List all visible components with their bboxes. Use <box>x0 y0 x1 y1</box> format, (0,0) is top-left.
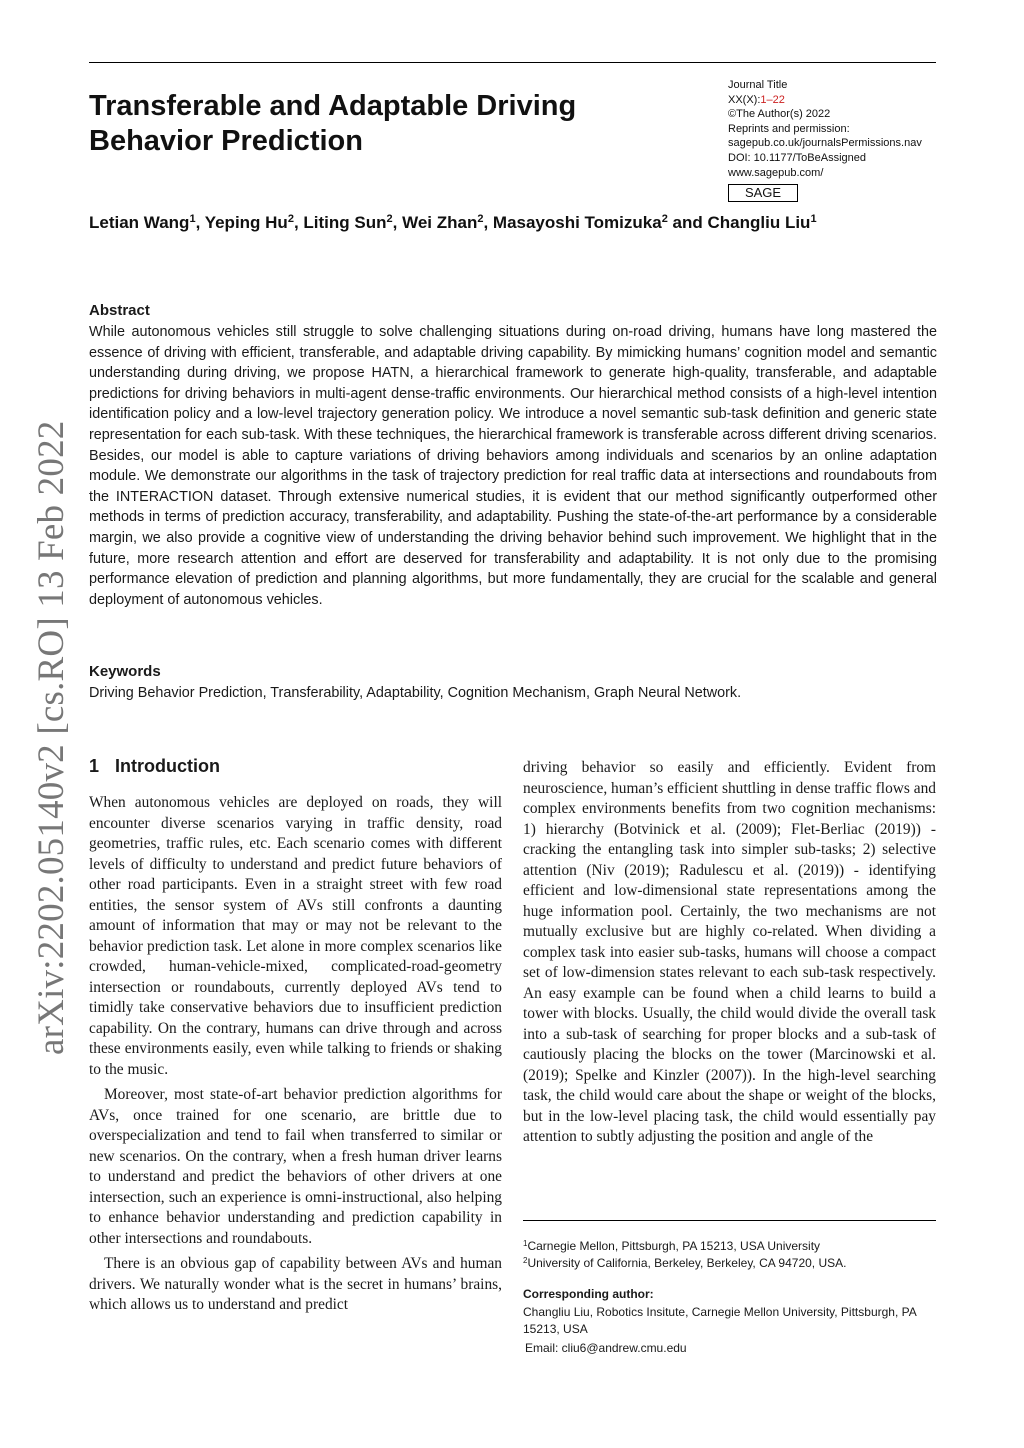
journal-reprints-url: sagepub.co.uk/journalsPermissions.nav <box>728 137 922 150</box>
author-affiliation-mark: 1 <box>189 213 196 225</box>
paragraph: driving behavior so easily and efficiently. Evident from neuroscience, human’s efficient shuttling in dense traffic flows and complex environments benefits from two cognition mechanisms: 1) hierarchy (Botvinick et al. (2009); Flet-Berliac (2019)) - cracking the entangling task into simpler sub-tasks; 2) selective attention (Niv (2019); Radulescu et al. (2019)) - identifying efficient and low-dimensional state representations among the huge information pool. Certainly, the two mechanisms are not mutually exclusive but are highly co-related. When dividing a complex task into easier sub-tasks, humans will choose a compact set of low-dimension states relevant to each sub-task respectively. An easy example can be found when a child learns to build a tower with blocks. Usually, the child would divide the overall task into a sub-task of searching for proper blocks and a sub-task of cautiously placing the blocks on the tower (Marcinowski et al. (2019); Spelke and Kinzler (2007)). In the high-level searching task, the child would care about the shape or weight of the blocks, but in the low-level placing task, the child would essentially pay attention to subtly adjusting the position and angle of the <box>523 759 936 1145</box>
email-address[interactable]: Email: cliu6@andrew.cmu.edu <box>525 1341 687 1355</box>
paragraph: When autonomous vehicles are deployed on roads, they will encounter diverse scenarios varying in traffic density, road geometries, traffic rules, etc. Each scenario comes with different levels of difficulty to understand and predict future behaviors of other road participants. Even in a straight street with few road entities, the sensor system of AVs still confronts a daunting amount of information that may or may not be relevant to the behavior prediction task. Let alone in more complex scenarios like crowded, human-vehicle-mixed, complicated-road-geometry intersection or roundabouts, currently deployed AVs tend to timidly take conservative behaviors due to insufficient prediction capability. On the contrary, humans can drive through and across these environments easily, even while talking to friends or shaking to the music. <box>89 794 502 1078</box>
paragraph: There is an obvious gap of capability between AVs and human drivers. We naturally wonder what is the secret in humans’ brains, which allows us to understand and predict <box>89 1255 502 1313</box>
journal-info <box>728 78 948 202</box>
author-affiliation-mark: 2 <box>477 213 484 225</box>
section-heading <box>89 756 220 777</box>
author-name: Letian Wang <box>89 213 190 232</box>
journal-pages: 1–22 <box>760 93 785 106</box>
sage-logo: SAGE <box>728 184 798 202</box>
author-name: Liting Sun <box>303 213 387 232</box>
journal-doi: DOI: 10.1177/ToBeAssigned <box>728 151 866 164</box>
paragraph: Moreover, most state-of-art behavior prediction algorithms for AVs, once trained for one scenario, are brittle due to overspecialization and tend to fail when transferred to similar or new scenarios. On the contrary, when a fresh human driver learns to understand and predict the behaviors of other drivers at one intersection, such an experience is omni-instructional, also helping to enhance behavior understanding and prediction capability in other intersections and roundabouts. <box>89 1086 502 1247</box>
author-name: Wei Zhan <box>402 213 478 232</box>
author-name: Yeping Hu <box>204 213 288 232</box>
keywords-text: Driving Behavior Prediction, Transferability, Adaptability, Cognition Mechanism, Graph Neural Network. <box>89 685 742 701</box>
footnote: $^2$University of California, Berkeley, Berkeley, CA 94720, USA. <box>523 1256 847 1270</box>
footnote-rule <box>523 1220 936 1221</box>
section-title: Introduction <box>115 756 220 776</box>
author-name: Changliu Liu <box>707 213 811 232</box>
author-affiliation-mark: 2 <box>661 213 668 225</box>
author-name: Masayoshi Tomizuka <box>492 213 662 232</box>
author-affiliation-mark: 2 <box>287 213 294 225</box>
header-rule <box>89 62 936 63</box>
footnote: $^1$Carnegie Mellon, Pittsburgh, PA 15213, USA University <box>523 1239 821 1253</box>
journal-volume: XX(X):1–22 <box>728 93 785 106</box>
corresponding-author-text: Changliu Liu, Robotics Insitute, Carnegie Mellon University, Pittsburgh, PA 15213, USA <box>523 1305 917 1336</box>
journal-site: www.sagepub.com/ <box>728 166 824 179</box>
arxiv-identifier: arXiv:2202.05140v2 [cs.RO] 13 Feb 2022 <box>31 420 72 1055</box>
journal-copyright: ©The Author(s) 2022 <box>728 108 831 121</box>
section-number: 1 <box>89 756 100 776</box>
paper-title: Transferable and Adaptable Driving Behavior Prediction <box>89 90 577 157</box>
keywords-heading: Keywords <box>89 663 161 680</box>
author-list: Letian Wang$^1$, Yeping Hu$^2$, Liting Sun$^2$, Wei Zhan$^2$, Masayoshi Tomizuka$^2$ and Changliu Liu$^1$ <box>89 213 817 232</box>
affiliation-footnotes <box>523 1238 943 1272</box>
journal-name: Journal Title <box>728 79 788 91</box>
abstract-text: While autonomous vehicles still struggle to solve challenging situations during on-road driving, humans have long mastered the essence of driving with efficient, transferable, and adaptable driving capability. By mimicking humans’ cognition model and semantic understanding during driving, we propose HATN, a hierarchical framework to generate high-quality, transferable, and adaptable predictions for driving behaviors in multi-agent dense-traffic environments. Our hierarchical method consists of a high-level intention identification policy and a low-level trajectory generation policy. We introduce a novel semantic sub-task definition and generic state representation for each sub-task. With these techniques, the hierarchical framework is transferable across different driving scenarios. Besides, our model is able to capture variations of driving behaviors among individuals and scenarios by an online adaptation module. We demonstrate our algorithms in the task of trajectory prediction for real traffic data at intersections and roundabouts from the INTERACTION dataset. Through extensive numerical studies, it is evident that our method significantly outperformed other methods in terms of prediction accuracy, transferability, and adaptability. Pushing the state-of-the-art performance by a considerable margin, we also provide a cognitive view of understanding the driving behavior behind such improvement. We highlight that in the future, more research attention and effort are deserved for transferability and adaptability. It is not only due to the promising performance elevation of prediction and planning algorithms, but more fundamentally, they are crucial for the scalable and general deployment of autonomous vehicles. <box>89 324 937 608</box>
author-affiliation-mark: 1 <box>810 213 817 225</box>
abstract-heading: Abstract <box>89 302 150 319</box>
right-column <box>523 758 936 1148</box>
author-affiliation-mark: 2 <box>386 213 393 225</box>
corresponding-author-heading: Corresponding author: <box>523 1287 654 1301</box>
left-column <box>89 793 502 1316</box>
journal-reprints-label: Reprints and permission: <box>728 122 850 135</box>
